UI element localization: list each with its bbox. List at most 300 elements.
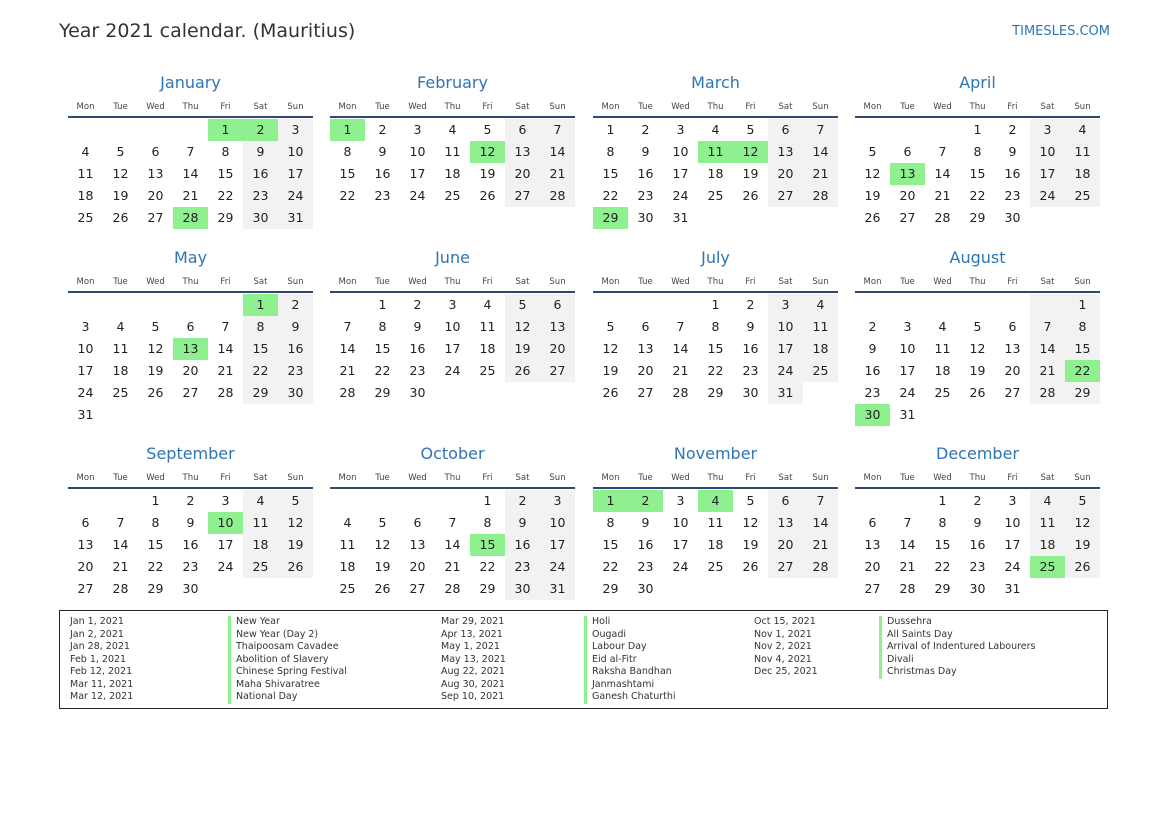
day-cell[interactable]: 3 xyxy=(903,319,912,334)
day-cell[interactable]: 22 xyxy=(217,188,234,203)
day-cell[interactable]: 20 xyxy=(864,559,881,574)
day-cell[interactable]: 27 xyxy=(637,385,654,400)
day-cell[interactable]: 15 xyxy=(934,537,951,552)
day-cell[interactable]: 21 xyxy=(672,363,689,378)
day-cell[interactable]: 6 xyxy=(81,515,90,530)
day-cell[interactable]: 26 xyxy=(479,188,496,203)
day-cell[interactable]: 23 xyxy=(243,185,278,207)
holiday-day[interactable]: 1 xyxy=(208,119,243,141)
day-cell[interactable]: 16 xyxy=(864,363,881,378)
day-cell[interactable]: 27 xyxy=(147,210,164,225)
day-cell[interactable]: 16 xyxy=(969,537,986,552)
day-cell[interactable]: 15 xyxy=(339,166,356,181)
day-cell[interactable]: 20 xyxy=(540,338,575,360)
day-cell[interactable]: 29 xyxy=(602,581,619,596)
day-cell[interactable]: 25 xyxy=(479,363,496,378)
day-cell[interactable]: 18 xyxy=(112,363,129,378)
day-cell[interactable]: 13 xyxy=(1004,341,1021,356)
day-cell[interactable]: 29 xyxy=(147,581,164,596)
day-cell[interactable]: 21 xyxy=(803,163,838,185)
day-cell[interactable]: 9 xyxy=(746,319,755,334)
day-cell[interactable]: 14 xyxy=(182,166,199,181)
day-cell[interactable]: 15 xyxy=(374,341,391,356)
day-cell[interactable]: 11 xyxy=(1065,141,1100,163)
day-cell[interactable]: 21 xyxy=(339,363,356,378)
day-cell[interactable]: 17 xyxy=(672,166,689,181)
day-cell[interactable]: 19 xyxy=(1065,534,1100,556)
day-cell[interactable]: 22 xyxy=(374,363,391,378)
day-cell[interactable]: 12 xyxy=(602,341,619,356)
day-cell[interactable]: 2 xyxy=(505,490,540,512)
day-cell[interactable]: 9 xyxy=(1008,144,1017,159)
day-cell[interactable]: 31 xyxy=(1004,581,1021,596)
day-cell[interactable]: 20 xyxy=(409,559,426,574)
holiday-day[interactable]: 13 xyxy=(890,163,925,185)
day-cell[interactable]: 24 xyxy=(444,363,461,378)
day-cell[interactable]: 3 xyxy=(221,493,230,508)
day-cell[interactable]: 13 xyxy=(540,316,575,338)
day-cell[interactable]: 1 xyxy=(606,122,615,137)
day-cell[interactable]: 30 xyxy=(243,207,278,229)
day-cell[interactable]: 7 xyxy=(540,119,575,141)
day-cell[interactable]: 28 xyxy=(803,556,838,578)
day-cell[interactable]: 24 xyxy=(409,188,426,203)
day-cell[interactable]: 5 xyxy=(151,319,160,334)
holiday-day[interactable]: 25 xyxy=(1030,556,1065,578)
day-cell[interactable]: 10 xyxy=(899,341,916,356)
day-cell[interactable]: 14 xyxy=(899,537,916,552)
day-cell[interactable]: 9 xyxy=(505,512,540,534)
holiday-day[interactable]: 10 xyxy=(208,512,243,534)
day-cell[interactable]: 26 xyxy=(374,581,391,596)
day-cell[interactable]: 28 xyxy=(672,385,689,400)
day-cell[interactable]: 11 xyxy=(934,341,951,356)
day-cell[interactable]: 29 xyxy=(374,385,391,400)
day-cell[interactable]: 19 xyxy=(278,534,313,556)
day-cell[interactable]: 2 xyxy=(378,122,387,137)
day-cell[interactable]: 4 xyxy=(81,144,90,159)
day-cell[interactable]: 7 xyxy=(938,144,947,159)
day-cell[interactable]: 14 xyxy=(540,141,575,163)
day-cell[interactable]: 8 xyxy=(1065,316,1100,338)
day-cell[interactable]: 25 xyxy=(707,559,724,574)
day-cell[interactable]: 1 xyxy=(938,493,947,508)
day-cell[interactable]: 30 xyxy=(637,210,654,225)
day-cell[interactable]: 21 xyxy=(934,188,951,203)
day-cell[interactable]: 8 xyxy=(221,144,230,159)
day-cell[interactable]: 27 xyxy=(1004,385,1021,400)
day-cell[interactable]: 4 xyxy=(938,319,947,334)
day-cell[interactable]: 3 xyxy=(1030,119,1065,141)
day-cell[interactable]: 2 xyxy=(186,493,195,508)
day-cell[interactable]: 23 xyxy=(409,363,426,378)
day-cell[interactable]: 31 xyxy=(672,210,689,225)
day-cell[interactable]: 27 xyxy=(77,581,94,596)
day-cell[interactable]: 28 xyxy=(217,385,234,400)
day-cell[interactable]: 5 xyxy=(973,319,982,334)
day-cell[interactable]: 27 xyxy=(899,210,916,225)
day-cell[interactable]: 13 xyxy=(637,341,654,356)
day-cell[interactable]: 14 xyxy=(1030,338,1065,360)
day-cell[interactable]: 17 xyxy=(409,166,426,181)
day-cell[interactable]: 2 xyxy=(973,493,982,508)
day-cell[interactable]: 29 xyxy=(243,382,278,404)
day-cell[interactable]: 29 xyxy=(217,210,234,225)
day-cell[interactable]: 14 xyxy=(217,341,234,356)
day-cell[interactable]: 8 xyxy=(243,316,278,338)
day-cell[interactable]: 19 xyxy=(742,166,759,181)
day-cell[interactable]: 25 xyxy=(1065,185,1100,207)
day-cell[interactable]: 22 xyxy=(147,559,164,574)
day-cell[interactable]: 2 xyxy=(1008,122,1017,137)
day-cell[interactable]: 15 xyxy=(969,166,986,181)
day-cell[interactable]: 9 xyxy=(186,515,195,530)
day-cell[interactable]: 10 xyxy=(77,341,94,356)
day-cell[interactable]: 12 xyxy=(742,515,759,530)
day-cell[interactable]: 3 xyxy=(540,490,575,512)
day-cell[interactable]: 23 xyxy=(505,556,540,578)
day-cell[interactable]: 10 xyxy=(540,512,575,534)
day-cell[interactable]: 8 xyxy=(606,515,615,530)
holiday-day[interactable]: 28 xyxy=(173,207,208,229)
day-cell[interactable]: 26 xyxy=(969,385,986,400)
day-cell[interactable]: 5 xyxy=(746,493,755,508)
day-cell[interactable]: 31 xyxy=(540,578,575,600)
day-cell[interactable]: 19 xyxy=(742,537,759,552)
day-cell[interactable]: 7 xyxy=(676,319,685,334)
day-cell[interactable]: 29 xyxy=(969,210,986,225)
day-cell[interactable]: 26 xyxy=(742,559,759,574)
day-cell[interactable]: 18 xyxy=(707,166,724,181)
day-cell[interactable]: 31 xyxy=(899,407,916,422)
day-cell[interactable]: 14 xyxy=(803,512,838,534)
day-cell[interactable]: 17 xyxy=(217,537,234,552)
day-cell[interactable]: 8 xyxy=(606,144,615,159)
day-cell[interactable]: 30 xyxy=(409,385,426,400)
day-cell[interactable]: 13 xyxy=(147,166,164,181)
day-cell[interactable]: 1 xyxy=(378,297,387,312)
day-cell[interactable]: 25 xyxy=(339,581,356,596)
day-cell[interactable]: 8 xyxy=(938,515,947,530)
day-cell[interactable]: 20 xyxy=(182,363,199,378)
day-cell[interactable]: 27 xyxy=(768,556,803,578)
day-cell[interactable]: 6 xyxy=(186,319,195,334)
day-cell[interactable]: 17 xyxy=(444,341,461,356)
holiday-day[interactable]: 13 xyxy=(173,338,208,360)
day-cell[interactable]: 28 xyxy=(444,581,461,596)
day-cell[interactable]: 25 xyxy=(243,556,278,578)
day-cell[interactable]: 10 xyxy=(409,144,426,159)
day-cell[interactable]: 25 xyxy=(77,210,94,225)
site-link[interactable]: TIMESLES.COM xyxy=(1012,24,1110,39)
day-cell[interactable]: 20 xyxy=(1004,363,1021,378)
day-cell[interactable]: 13 xyxy=(77,537,94,552)
day-cell[interactable]: 15 xyxy=(243,338,278,360)
day-cell[interactable]: 8 xyxy=(483,515,492,530)
day-cell[interactable]: 15 xyxy=(1065,338,1100,360)
day-cell[interactable]: 16 xyxy=(374,166,391,181)
day-cell[interactable]: 2 xyxy=(278,294,313,316)
day-cell[interactable]: 9 xyxy=(641,515,650,530)
day-cell[interactable]: 25 xyxy=(444,188,461,203)
day-cell[interactable]: 10 xyxy=(278,141,313,163)
day-cell[interactable]: 6 xyxy=(768,490,803,512)
day-cell[interactable]: 31 xyxy=(278,207,313,229)
day-cell[interactable]: 15 xyxy=(217,166,234,181)
day-cell[interactable]: 6 xyxy=(1008,319,1017,334)
day-cell[interactable]: 22 xyxy=(602,188,619,203)
day-cell[interactable]: 19 xyxy=(969,363,986,378)
day-cell[interactable]: 31 xyxy=(768,382,803,404)
day-cell[interactable]: 24 xyxy=(768,360,803,382)
day-cell[interactable]: 12 xyxy=(505,316,540,338)
day-cell[interactable]: 15 xyxy=(147,537,164,552)
day-cell[interactable]: 26 xyxy=(147,385,164,400)
day-cell[interactable]: 18 xyxy=(1065,163,1100,185)
holiday-day[interactable]: 12 xyxy=(470,141,505,163)
day-cell[interactable]: 26 xyxy=(602,385,619,400)
day-cell[interactable]: 11 xyxy=(112,341,129,356)
day-cell[interactable]: 7 xyxy=(803,490,838,512)
day-cell[interactable]: 6 xyxy=(768,119,803,141)
day-cell[interactable]: 20 xyxy=(147,188,164,203)
day-cell[interactable]: 1 xyxy=(483,493,492,508)
day-cell[interactable]: 14 xyxy=(934,166,951,181)
day-cell[interactable]: 29 xyxy=(479,581,496,596)
day-cell[interactable]: 3 xyxy=(413,122,422,137)
day-cell[interactable]: 24 xyxy=(77,385,94,400)
day-cell[interactable]: 11 xyxy=(803,316,838,338)
day-cell[interactable]: 21 xyxy=(217,363,234,378)
day-cell[interactable]: 4 xyxy=(483,297,492,312)
day-cell[interactable]: 10 xyxy=(444,319,461,334)
day-cell[interactable]: 28 xyxy=(1030,382,1065,404)
day-cell[interactable]: 26 xyxy=(112,210,129,225)
day-cell[interactable]: 24 xyxy=(1030,185,1065,207)
holiday-day[interactable]: 2 xyxy=(628,490,663,512)
day-cell[interactable]: 22 xyxy=(243,360,278,382)
day-cell[interactable]: 6 xyxy=(903,144,912,159)
day-cell[interactable]: 10 xyxy=(1030,141,1065,163)
day-cell[interactable]: 14 xyxy=(803,141,838,163)
day-cell[interactable]: 12 xyxy=(1065,512,1100,534)
day-cell[interactable]: 7 xyxy=(186,144,195,159)
day-cell[interactable]: 19 xyxy=(505,338,540,360)
day-cell[interactable]: 6 xyxy=(868,515,877,530)
day-cell[interactable]: 31 xyxy=(77,407,94,422)
day-cell[interactable]: 21 xyxy=(899,559,916,574)
day-cell[interactable]: 3 xyxy=(676,122,685,137)
day-cell[interactable]: 16 xyxy=(1004,166,1021,181)
day-cell[interactable]: 21 xyxy=(182,188,199,203)
day-cell[interactable]: 11 xyxy=(707,515,724,530)
day-cell[interactable]: 17 xyxy=(1004,537,1021,552)
day-cell[interactable]: 4 xyxy=(711,122,720,137)
day-cell[interactable]: 4 xyxy=(1065,119,1100,141)
day-cell[interactable]: 4 xyxy=(116,319,125,334)
day-cell[interactable]: 2 xyxy=(413,297,422,312)
day-cell[interactable]: 18 xyxy=(243,534,278,556)
day-cell[interactable]: 25 xyxy=(707,188,724,203)
day-cell[interactable]: 23 xyxy=(374,188,391,203)
day-cell[interactable]: 26 xyxy=(742,188,759,203)
day-cell[interactable]: 11 xyxy=(243,512,278,534)
holiday-day[interactable]: 1 xyxy=(330,119,365,141)
day-cell[interactable]: 10 xyxy=(768,316,803,338)
day-cell[interactable]: 14 xyxy=(339,341,356,356)
day-cell[interactable]: 7 xyxy=(221,319,230,334)
day-cell[interactable]: 4 xyxy=(448,122,457,137)
day-cell[interactable]: 28 xyxy=(934,210,951,225)
day-cell[interactable]: 9 xyxy=(243,141,278,163)
day-cell[interactable]: 18 xyxy=(444,166,461,181)
day-cell[interactable]: 23 xyxy=(637,188,654,203)
day-cell[interactable]: 17 xyxy=(899,363,916,378)
day-cell[interactable]: 12 xyxy=(864,166,881,181)
day-cell[interactable]: 17 xyxy=(278,163,313,185)
day-cell[interactable]: 26 xyxy=(1065,556,1100,578)
day-cell[interactable]: 29 xyxy=(934,581,951,596)
day-cell[interactable]: 7 xyxy=(448,515,457,530)
day-cell[interactable]: 24 xyxy=(217,559,234,574)
day-cell[interactable]: 8 xyxy=(151,515,160,530)
day-cell[interactable]: 28 xyxy=(112,581,129,596)
holiday-day[interactable]: 1 xyxy=(243,294,278,316)
day-cell[interactable]: 7 xyxy=(903,515,912,530)
day-cell[interactable]: 22 xyxy=(339,188,356,203)
day-cell[interactable]: 5 xyxy=(116,144,125,159)
day-cell[interactable]: 24 xyxy=(899,385,916,400)
day-cell[interactable]: 9 xyxy=(973,515,982,530)
day-cell[interactable]: 19 xyxy=(374,559,391,574)
day-cell[interactable]: 27 xyxy=(540,360,575,382)
day-cell[interactable]: 12 xyxy=(374,537,391,552)
day-cell[interactable]: 1 xyxy=(711,297,720,312)
day-cell[interactable]: 28 xyxy=(803,185,838,207)
day-cell[interactable]: 4 xyxy=(803,294,838,316)
day-cell[interactable]: 28 xyxy=(339,385,356,400)
day-cell[interactable]: 30 xyxy=(505,578,540,600)
day-cell[interactable]: 2 xyxy=(868,319,877,334)
holiday-day[interactable]: 11 xyxy=(698,141,733,163)
day-cell[interactable]: 27 xyxy=(409,581,426,596)
day-cell[interactable]: 13 xyxy=(409,537,426,552)
holiday-day[interactable]: 4 xyxy=(698,490,733,512)
day-cell[interactable]: 20 xyxy=(899,188,916,203)
day-cell[interactable]: 12 xyxy=(278,512,313,534)
day-cell[interactable]: 1 xyxy=(1065,294,1100,316)
day-cell[interactable]: 7 xyxy=(116,515,125,530)
day-cell[interactable]: 17 xyxy=(768,338,803,360)
day-cell[interactable]: 28 xyxy=(540,185,575,207)
day-cell[interactable]: 4 xyxy=(243,490,278,512)
day-cell[interactable]: 14 xyxy=(672,341,689,356)
day-cell[interactable]: 17 xyxy=(77,363,94,378)
day-cell[interactable]: 11 xyxy=(444,144,461,159)
day-cell[interactable]: 14 xyxy=(112,537,129,552)
day-cell[interactable]: 4 xyxy=(1030,490,1065,512)
day-cell[interactable]: 22 xyxy=(479,559,496,574)
day-cell[interactable]: 27 xyxy=(505,185,540,207)
day-cell[interactable]: 19 xyxy=(864,188,881,203)
day-cell[interactable]: 24 xyxy=(1004,559,1021,574)
day-cell[interactable]: 8 xyxy=(343,144,352,159)
day-cell[interactable]: 5 xyxy=(278,490,313,512)
day-cell[interactable]: 15 xyxy=(707,341,724,356)
holiday-day[interactable]: 15 xyxy=(470,534,505,556)
day-cell[interactable]: 16 xyxy=(637,537,654,552)
day-cell[interactable]: 24 xyxy=(540,556,575,578)
day-cell[interactable]: 3 xyxy=(81,319,90,334)
day-cell[interactable]: 22 xyxy=(969,188,986,203)
day-cell[interactable]: 18 xyxy=(479,341,496,356)
holiday-day[interactable]: 22 xyxy=(1065,360,1100,382)
day-cell[interactable]: 26 xyxy=(505,360,540,382)
day-cell[interactable]: 20 xyxy=(637,363,654,378)
day-cell[interactable]: 30 xyxy=(742,385,759,400)
day-cell[interactable]: 1 xyxy=(973,122,982,137)
day-cell[interactable]: 23 xyxy=(182,559,199,574)
day-cell[interactable]: 19 xyxy=(602,363,619,378)
day-cell[interactable]: 11 xyxy=(1030,512,1065,534)
day-cell[interactable]: 23 xyxy=(969,559,986,574)
day-cell[interactable]: 9 xyxy=(278,316,313,338)
day-cell[interactable]: 21 xyxy=(540,163,575,185)
day-cell[interactable]: 20 xyxy=(505,163,540,185)
day-cell[interactable]: 1 xyxy=(151,493,160,508)
day-cell[interactable]: 6 xyxy=(540,294,575,316)
day-cell[interactable]: 9 xyxy=(868,341,877,356)
day-cell[interactable]: 5 xyxy=(606,319,615,334)
day-cell[interactable]: 16 xyxy=(505,534,540,556)
day-cell[interactable]: 30 xyxy=(637,581,654,596)
day-cell[interactable]: 25 xyxy=(112,385,129,400)
day-cell[interactable]: 11 xyxy=(77,166,94,181)
day-cell[interactable]: 5 xyxy=(1065,490,1100,512)
day-cell[interactable]: 12 xyxy=(112,166,129,181)
day-cell[interactable]: 23 xyxy=(864,385,881,400)
day-cell[interactable]: 23 xyxy=(1004,188,1021,203)
day-cell[interactable]: 3 xyxy=(1008,493,1017,508)
day-cell[interactable]: 7 xyxy=(343,319,352,334)
day-cell[interactable]: 16 xyxy=(409,341,426,356)
day-cell[interactable]: 15 xyxy=(602,537,619,552)
day-cell[interactable]: 5 xyxy=(378,515,387,530)
day-cell[interactable]: 6 xyxy=(413,515,422,530)
day-cell[interactable]: 16 xyxy=(182,537,199,552)
day-cell[interactable]: 18 xyxy=(707,537,724,552)
day-cell[interactable]: 3 xyxy=(448,297,457,312)
day-cell[interactable]: 7 xyxy=(803,119,838,141)
day-cell[interactable]: 22 xyxy=(707,363,724,378)
day-cell[interactable]: 11 xyxy=(479,319,496,334)
day-cell[interactable]: 13 xyxy=(505,141,540,163)
day-cell[interactable]: 5 xyxy=(868,144,877,159)
day-cell[interactable]: 7 xyxy=(1030,316,1065,338)
day-cell[interactable]: 5 xyxy=(483,122,492,137)
day-cell[interactable]: 22 xyxy=(602,559,619,574)
day-cell[interactable]: 8 xyxy=(378,319,387,334)
day-cell[interactable]: 5 xyxy=(746,122,755,137)
day-cell[interactable]: 16 xyxy=(637,166,654,181)
day-cell[interactable]: 9 xyxy=(413,319,422,334)
day-cell[interactable]: 6 xyxy=(151,144,160,159)
day-cell[interactable]: 23 xyxy=(637,559,654,574)
day-cell[interactable]: 3 xyxy=(768,294,803,316)
holiday-day[interactable]: 30 xyxy=(855,404,890,426)
day-cell[interactable]: 18 xyxy=(1030,534,1065,556)
day-cell[interactable]: 29 xyxy=(1065,382,1100,404)
